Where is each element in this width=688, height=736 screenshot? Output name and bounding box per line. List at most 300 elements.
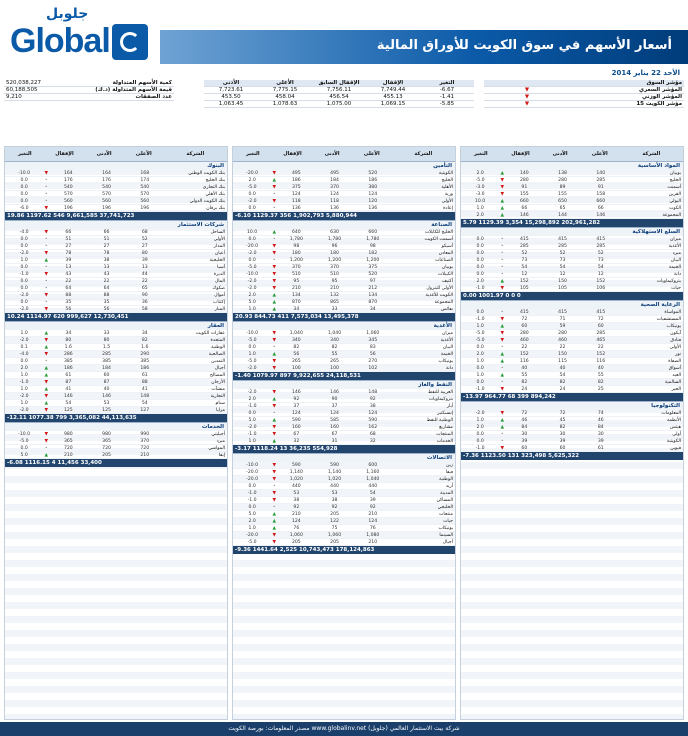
flat-icon: • (500, 243, 504, 249)
sector-total-values: -7.36 1123.50 131 323,498 5,625,322 (463, 453, 580, 459)
stock-low: 415 (558, 309, 567, 315)
flat-icon: • (500, 264, 504, 270)
stock-close: 415 (519, 309, 529, 315)
stock-change: -2.0 (19, 337, 29, 343)
sector-title: البنوك (5, 161, 227, 170)
stock-change: 1.0 (476, 205, 484, 211)
stock-close: 39 (521, 438, 528, 444)
down-arrow-icon: ▼ (44, 379, 48, 385)
stock-change: 5.0 (248, 299, 256, 305)
stock-close: 92 (293, 396, 300, 402)
down-arrow-icon: ▼ (272, 389, 276, 395)
stock-low: 385 (102, 358, 111, 364)
stock-change: 0.0 (476, 257, 484, 263)
stock-low: 150 (558, 351, 567, 357)
down-arrow-icon: ▼ (500, 316, 504, 322)
down-arrow-icon: ▼ (272, 184, 276, 190)
flat-icon: • (44, 198, 48, 204)
stock-name: المنتجات (436, 431, 454, 437)
down-arrow-icon: ▼ (44, 393, 48, 399)
stock-row (461, 285, 683, 292)
stock-high: 25 (597, 386, 604, 392)
stock-change: 5.0 (20, 452, 28, 458)
stock-high: 1,200 (366, 257, 380, 263)
stock-low: 265 (330, 358, 339, 364)
stock-close: 164 (63, 170, 73, 176)
stock-low: 205 (330, 511, 339, 517)
stock-high: 174 (140, 177, 150, 183)
stock-name: الخدمات (436, 438, 454, 444)
stock-change: 0.0 (248, 205, 256, 211)
stock-close: 210 (63, 452, 73, 458)
stock-name: الأولى للبترول (426, 285, 454, 291)
up-arrow-icon: ▲ (272, 511, 276, 517)
stock-low: 100 (330, 365, 339, 371)
index-value: 458.04 (275, 94, 295, 100)
up-arrow-icon: ▲ (500, 372, 504, 378)
stock-name: المتحدة (210, 337, 226, 343)
title-banner (160, 30, 688, 64)
stock-name: البولي (669, 198, 682, 204)
stock-name: بوبيان (669, 170, 682, 176)
stock-name: مبرد (216, 438, 226, 444)
index-name: مؤشر الكويت 15 (636, 101, 682, 107)
sector-total (5, 414, 227, 422)
stock-high: 136 (368, 205, 378, 211)
column-header-cell: الأعلى (135, 151, 152, 157)
stock-high: 152 (596, 278, 606, 284)
stock-change: 2.0 (248, 396, 256, 402)
stock-change: 0.0 (20, 198, 28, 204)
stock-name: الوطنية (211, 344, 226, 350)
stock-low: 92 (331, 504, 338, 510)
up-arrow-icon: ▲ (500, 351, 504, 357)
stock-low: 66 (103, 229, 110, 235)
stock-name: بنك الكويت الدولي (189, 198, 226, 204)
stock-change: 2.0 (248, 292, 256, 298)
up-arrow-icon: ▲ (272, 518, 276, 524)
stock-name: الكوت (669, 205, 682, 211)
stock-change: 1.0 (248, 351, 256, 357)
stock-close: 39 (65, 257, 72, 263)
flat-icon: • (44, 236, 48, 242)
down-arrow-icon: ▼ (272, 497, 276, 503)
stock-high: 92 (369, 396, 376, 402)
flat-icon: • (500, 271, 504, 277)
stock-close: 73 (521, 257, 528, 263)
stock-name: بنك التجاري (202, 184, 226, 190)
stock-close: 1,140 (289, 469, 303, 475)
stock-high: 55 (597, 372, 604, 378)
stock-change: 1.0 (20, 386, 28, 392)
down-arrow-icon: ▼ (44, 229, 48, 235)
down-arrow-icon: ▼ (272, 532, 276, 538)
stock-row (233, 365, 455, 372)
stock-low: 184 (102, 365, 111, 371)
stock-close: 460 (519, 337, 529, 343)
sector-total (461, 452, 683, 460)
down-arrow-icon: ▼ (272, 250, 276, 256)
column-header (5, 147, 227, 161)
flat-icon: • (272, 257, 276, 263)
stock-high: 870 (368, 299, 378, 305)
stock-high: 285 (596, 177, 606, 183)
stock-low: 75 (331, 525, 338, 531)
flat-icon: • (500, 257, 504, 263)
index-names (484, 80, 684, 108)
stock-row (461, 445, 683, 452)
summary-row (4, 80, 174, 87)
stock-close: 125 (63, 407, 73, 413)
index-name: المؤشر الوزني (641, 94, 682, 100)
stock-change: -2.0 (247, 278, 257, 284)
stock-change: -5.0 (247, 358, 257, 364)
stock-change: -3.0 (475, 184, 485, 190)
up-arrow-icon: ▲ (500, 323, 504, 329)
stock-close: 43 (65, 271, 72, 277)
stock-close: 82 (293, 344, 300, 350)
flat-icon: • (44, 445, 48, 451)
column-body (233, 161, 455, 720)
stock-close: 32 (293, 438, 300, 444)
stock-low: 865 (330, 299, 339, 305)
stock-high: 106 (596, 285, 606, 291)
stock-change: -2.0 (19, 306, 29, 312)
stock-close: 60 (521, 323, 528, 329)
stock-change: 0.0 (20, 278, 28, 284)
stock-name: أريد (445, 483, 454, 489)
down-arrow-icon: ▼ (272, 278, 276, 284)
stock-low: 164 (102, 170, 111, 176)
stock-row (5, 452, 227, 459)
stock-close: 140 (519, 170, 529, 176)
stock-name: التمدين (211, 358, 226, 364)
stock-change: 0.0 (476, 250, 484, 256)
summary-value: 9,210 (6, 94, 22, 100)
up-arrow-icon: ▲ (500, 278, 504, 284)
market-column (4, 146, 228, 720)
index-value: 7,775.15 (272, 87, 298, 93)
stock-name: الأولى (213, 236, 226, 242)
stock-change: -2.0 (247, 424, 257, 430)
stock-change: 0.0 (20, 264, 28, 270)
stock-high: 40 (597, 365, 604, 371)
stock-high: 148 (140, 393, 150, 399)
stock-close: 146 (291, 389, 301, 395)
stock-close: 13 (65, 264, 72, 270)
down-arrow-icon: ▼ (44, 337, 48, 343)
flat-icon: • (44, 191, 48, 197)
stock-name: يونيكاب (438, 525, 454, 531)
stock-name: منشآت (211, 386, 226, 392)
sector-total (461, 292, 683, 300)
down-arrow-icon: ▼ (44, 306, 48, 312)
index-value: 455.13 (383, 94, 403, 100)
stock-high: 285 (596, 330, 606, 336)
up-arrow-icon: ▲ (44, 257, 48, 263)
flat-icon: • (44, 243, 48, 249)
stock-name: المجموعة (662, 212, 682, 218)
stock-close: 56 (293, 351, 300, 357)
stock-high: 68 (141, 229, 148, 235)
stock-high: 61 (597, 445, 604, 451)
stock-high: 73 (597, 257, 604, 263)
stock-low: 150 (558, 278, 567, 284)
stock-close: 116 (519, 358, 529, 364)
stock-close: 76 (293, 525, 300, 531)
up-arrow-icon: ▲ (44, 365, 48, 371)
stock-close: 136 (291, 205, 301, 211)
stock-change: 10.0 (474, 198, 486, 204)
stock-name: الخيمة (668, 264, 682, 270)
stock-close: 72 (521, 316, 528, 322)
flat-icon: • (500, 236, 504, 242)
stock-name: حيات (671, 285, 682, 291)
stock-low: 122 (330, 518, 339, 524)
stock-low: 132 (330, 292, 339, 298)
market-summary (4, 80, 684, 142)
stock-high: 36 (141, 299, 148, 305)
stock-change: 1.0 (20, 372, 28, 378)
stock-name: الكيبلات (437, 271, 454, 277)
stock-name: المدار (213, 243, 226, 249)
sector-title: التأمين (233, 161, 455, 170)
flat-icon: • (272, 344, 276, 350)
stock-close: 95 (293, 278, 300, 284)
stock-high: 54 (597, 264, 604, 270)
index-header: الأدنى (222, 80, 240, 86)
stock-close: 22 (521, 344, 528, 350)
stock-high: 1,780 (366, 236, 380, 242)
down-arrow-icon: ▼ (272, 365, 276, 371)
stock-name: أسمنت (667, 184, 682, 190)
stock-close: 286 (63, 351, 73, 357)
stock-row (233, 205, 455, 212)
stock-name: إكتتاب (213, 299, 226, 305)
stock-high: 61 (141, 372, 148, 378)
stock-close: 27 (65, 243, 72, 249)
stock-high: 82 (597, 379, 604, 385)
stock-change: 0.0 (476, 271, 484, 277)
stock-high: 290 (140, 351, 150, 357)
stock-high: 74 (597, 410, 604, 416)
stock-low: 33 (331, 306, 338, 312)
stock-change: -5.0 (247, 539, 257, 545)
stock-low: 33 (103, 330, 110, 336)
down-arrow-icon: ▼ (272, 476, 276, 482)
stock-low: 22 (103, 278, 110, 284)
stock-close: 34 (293, 306, 300, 312)
stock-change: 0.0 (248, 191, 256, 197)
stock-name: يونيكاب (438, 358, 454, 364)
sector-total (5, 459, 227, 467)
stock-close: 370 (291, 264, 301, 270)
stock-change: 0.0 (248, 410, 256, 416)
sector-total-values: 0.00 1001.97 0 0 0 (463, 293, 521, 299)
stock-high: 660 (596, 198, 606, 204)
down-arrow-icon: ▼ (524, 101, 530, 107)
stock-name: دانة (673, 271, 682, 277)
stock-name: الأغذية (668, 243, 682, 249)
stock-close: 54 (521, 264, 528, 270)
up-arrow-icon: ▲ (44, 344, 48, 350)
stock-close: 1,200 (289, 257, 303, 263)
summary-label: قيمة الأسهم المتداولة (د.ك) (95, 87, 172, 93)
stock-high: 990 (140, 431, 150, 437)
stock-low: 53 (103, 400, 110, 406)
sector-title: العقار (5, 321, 227, 330)
index-row (204, 87, 474, 94)
stock-close: 1,040 (289, 330, 303, 336)
down-arrow-icon: ▼ (44, 438, 48, 444)
down-arrow-icon: ▼ (524, 94, 530, 100)
stock-close: 87 (65, 379, 72, 385)
stock-low: 138 (558, 170, 567, 176)
stock-high: 134 (368, 292, 378, 298)
sector-total (233, 313, 455, 321)
sector-total-values: 19.86 1197.62 546 9,661,585 37,741,723 (7, 213, 135, 219)
column-header-cell: الشركة (414, 151, 433, 157)
stock-high: 520 (368, 170, 378, 176)
down-arrow-icon: ▼ (272, 243, 276, 249)
stock-name: الكويتية (666, 438, 682, 444)
down-arrow-icon: ▼ (500, 386, 504, 392)
stock-name: الصفاة (668, 358, 682, 364)
stock-low: 90 (331, 396, 338, 402)
stock-low: 370 (330, 264, 339, 270)
stock-change: 0.0 (476, 243, 484, 249)
stock-change: -2.0 (475, 410, 485, 416)
stock-name: أجيال (442, 539, 454, 545)
stock-low: 89 (559, 184, 566, 190)
stock-change: -20.0 (246, 170, 259, 176)
stock-change: -1.0 (475, 316, 485, 322)
up-arrow-icon: ▲ (272, 438, 276, 444)
down-arrow-icon: ▼ (500, 184, 504, 190)
stock-change: -1.0 (475, 445, 485, 451)
down-arrow-icon: ▼ (44, 250, 48, 256)
stock-high: 97 (369, 278, 376, 284)
index-value: -5.85 (439, 101, 455, 107)
sector-title: السلع الاستهلاكية (461, 227, 683, 236)
stock-low: 124 (330, 410, 339, 416)
sector-total (233, 372, 455, 380)
stock-high: 72 (597, 316, 604, 322)
stock-name: أجيليتي (211, 431, 226, 437)
up-arrow-icon: ▲ (272, 417, 276, 423)
stock-close: 1,060 (289, 532, 303, 538)
stock-change: 0.0 (248, 236, 256, 242)
index-header: الإقفال (382, 80, 404, 86)
stock-change: 0.0 (476, 236, 484, 242)
stock-name: الديرة (213, 271, 226, 277)
stock-row (233, 539, 455, 546)
sector-total (461, 219, 683, 227)
stock-high: 58 (141, 306, 148, 312)
up-arrow-icon: ▲ (272, 292, 276, 298)
stock-high: 12 (597, 271, 604, 277)
stock-close: 118 (291, 198, 301, 204)
stock-low: 12 (559, 271, 566, 277)
stock-close: 510 (291, 271, 301, 277)
down-arrow-icon: ▼ (44, 407, 48, 413)
stock-name: المعادن (438, 250, 454, 256)
stock-low: 27 (103, 243, 110, 249)
stock-change: 0.0 (476, 438, 484, 444)
index-table (204, 80, 474, 108)
sector-total-values: -3.17 1118.24 13 36,235 554,928 (235, 446, 338, 452)
stock-name: فيفا (445, 469, 454, 475)
stock-high: 210 (368, 539, 378, 545)
stock-low: 155 (558, 191, 567, 197)
stock-high: 22 (597, 344, 604, 350)
stock-high: 465 (596, 337, 606, 343)
stock-close: 640 (291, 229, 301, 235)
stock-high: 91 (597, 184, 604, 190)
stock-change: 0.0 (476, 365, 484, 371)
stock-high: 39 (597, 438, 604, 444)
stock-high: 68 (369, 431, 376, 437)
stock-change: 0.0 (20, 184, 28, 190)
summary-value: 60,188,505 (6, 87, 38, 93)
stock-high: 540 (140, 184, 150, 190)
stock-close: 66 (65, 229, 72, 235)
stock-close: 84 (521, 424, 528, 430)
stock-name: أعيان (214, 250, 226, 256)
stock-low: 285 (558, 243, 567, 249)
stock-row (233, 438, 455, 445)
stock-low: 39 (559, 438, 566, 444)
stock-change: -1.0 (247, 431, 257, 437)
down-arrow-icon: ▼ (500, 330, 504, 336)
flat-icon: • (500, 365, 504, 371)
down-arrow-icon: ▼ (272, 264, 276, 270)
stock-close: 91 (521, 184, 528, 190)
stock-name: المواشي (208, 445, 226, 451)
stock-change: 0.0 (476, 379, 484, 385)
stock-low: 38 (331, 497, 338, 503)
stock-low: 35 (103, 299, 110, 305)
stock-low: 280 (558, 330, 567, 336)
stock-close: 38 (293, 497, 300, 503)
stock-change: 10.0 (246, 229, 258, 235)
stock-close: 67 (293, 431, 300, 437)
stock-close: 1,780 (289, 236, 303, 242)
down-arrow-icon: ▼ (272, 469, 276, 475)
column-header-cell: الأدنى (324, 151, 340, 157)
stock-close: 72 (521, 410, 528, 416)
down-arrow-icon: ▼ (272, 431, 276, 437)
index-value: 7,749.44 (380, 87, 406, 93)
stock-close: 124 (291, 410, 301, 416)
stock-low: 370 (330, 184, 339, 190)
stock-name: العربية للنفط (428, 389, 454, 395)
stock-name: هيتس (669, 424, 682, 430)
down-arrow-icon: ▼ (500, 177, 504, 183)
stock-low: 53 (331, 490, 338, 496)
stock-change: 0.0 (20, 445, 28, 451)
stock-low: 495 (330, 170, 339, 176)
stock-change: 0.0 (476, 344, 484, 350)
stock-name: التجارية (210, 393, 226, 399)
stock-name: الخليج (669, 177, 682, 183)
column-header-cell: الأدنى (552, 151, 568, 157)
up-arrow-icon: ▲ (500, 417, 504, 423)
stock-low: 96 (331, 243, 338, 249)
stock-high: 600 (368, 462, 378, 468)
stock-name: الأنظمة (666, 417, 682, 423)
stock-close: 590 (291, 462, 301, 468)
